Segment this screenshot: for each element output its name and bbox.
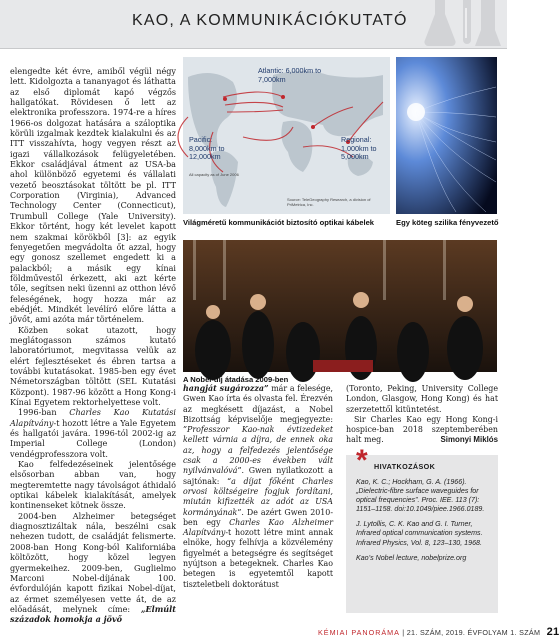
author-name: Simonyi Miklós (440, 435, 498, 445)
right-text-column (346, 384, 498, 446)
foundation-name: Charles Kao Alzheimer Alapítvány (183, 517, 333, 538)
ceremony-graphic (183, 240, 497, 372)
map-label-regional: Regional: 1,000km to 5,000km (341, 135, 377, 161)
text: ”. Gwen nyilatkozott a sajtónak: (183, 466, 333, 486)
references-list (356, 478, 494, 569)
text: Sir Charles Kao egy Hong Kong-i hospice-ban 2018 szeptemberében halt meg. (346, 414, 498, 445)
footer-separator: | (402, 628, 407, 637)
issue-info: 21. SZÁM, 2019. ÉVFOLYAM 1. SZÁM (406, 628, 541, 637)
reference-item: Kao, K. C.; Hockham, G. A. (1966). „Dielectric-fibre surface waveguides for optical frequencies”. Proc. IEE. 113 (7): 1151–1158. doi:10.1049/piee.1966.0189. (356, 478, 485, 514)
foundation-name: Charles Kao Kutatási Alapítvány (10, 407, 176, 428)
fiber-caption: Egy köteg szilika fényvezető (396, 218, 499, 227)
text: -t hozott létre a Yale Egyetem és hallgatói javára. 1996-tól 2002-ig az Imperial College (London) vendégprofesszora volt. (10, 417, 176, 459)
middle-text-column (183, 384, 333, 590)
page-footer (318, 626, 559, 638)
quote: ”Professzor Kao-nak évtizedeket kellett várnia a díjra, de ennek oka az, hogy a felfedezés jelentősége csak a 2000-es években vált nyilvánvalóvá (183, 425, 333, 476)
text: már a felesége, Gwen Kao írta és olvasta fel. Érezvén az megkésett díjazást, a Nobel Bizottság képviselője megjegyezte: (183, 384, 333, 424)
paragraph: elengedte két évre, amiből végül négy lett. Kidolgozta a tananyagot és láthatta az első diplomát kapó végzős hallgatókat. Rövidesen ő lett az elektronika professzora. 1974-re a híres 1966-os dolgozat hatására a száloptika körüli izgalmak kezdtek kialakulni és az ITT visszahívta, hogy vegyen részt az igazi vállalkozások felügyeletében. Ekkor családjával átment az USA-ba ahol különböző egyetemi és vállalati vezető beosztásokat töltött be pl. ITT Corporation (Virginia), Advanced Technology Center (Connecticut), Trumbull College (Yale University). Ekkor történt, hogy két levelet kapott nem szakmai körökből [3]: az egyik fenyegetően megvádolta őt azzal, hogy egy gonosz szellemet engedett ki a palackból; a másik egy kínai földművestől érkezett, aki azt kérte tőle, segítsen neki üzenni az otthon lévő feleségének, hogy hozza már az ebédjét. Mindkét levélíró előre látta a jövőt, ami azóta már történelem. (10, 66, 176, 325)
text: 1996-ban (18, 407, 70, 418)
map-label-pacific: Pacific: 8,000km to 12,000km (189, 135, 225, 161)
references-title: HIVATKOZÁSOK (374, 462, 436, 471)
text: -t hozott létre mint annak elnöke, hogy felhívja a közvélemény figyelmét a betegségre és segítséget nyújtson a betegeknek. Charles Kao betegen is egyetemtől kapott tiszteletbeli doktorátust (183, 528, 333, 589)
paragraph: Kao felfedezéseinek jelentősége elsősorban abban van, hogy megteremtette nagy távolságot áthidaló optikai kábelek kialakítását, amelyek kontinenseket kötnek össze. (10, 459, 176, 511)
map-legend: All capacity as of June 2006 (189, 172, 239, 177)
paragraph: Közben sokat utazott, hogy meglátogasson számos kutató laboratóriumot, megvitassa velük az elért fejlesztéseket és ébren tartsa a további kutatásokat. 1985-ben egy évet Németországban töltött (SEL Kutatási Központ). 1987-96 között a Hong Kong-i Kínai Egyetem rektorhelyettese volt. (10, 324, 176, 407)
page-number: 21 (546, 626, 559, 638)
map-source: Source: TeleGeography Research, a division of PriMetrica, Inc. (287, 197, 371, 207)
cable-map-image (183, 57, 390, 214)
fiber-bundle-graphic (396, 57, 497, 214)
asterisk-icon: * (356, 444, 368, 477)
reference-item: J. Lytollis, C. K. Kao and G. I. Turner, Infrared optical communication systems. Infrared Physics, Vol. 8, 123–130, 1968. (356, 520, 483, 547)
paragraph (10, 511, 176, 625)
magazine-name: KÉMIAI PANORÁMA (318, 628, 400, 637)
map-caption: Világméretű kommunikációt biztosító optikai kábelek (183, 218, 375, 227)
header-divider (0, 48, 507, 49)
ceremony-caption: A Nobel-díj átadása 2009-ben (183, 375, 289, 384)
quote: “a díjat főként Charles orvosi költségeire fogjuk fordítani, miután kifizették az adót az USA kormányának (183, 476, 334, 517)
paragraph (183, 384, 333, 590)
lab-glassware-icon (397, 0, 507, 48)
paragraph (10, 407, 176, 459)
text: ”. De azért Gwen 2010-ben egy (183, 507, 333, 527)
left-text-column (10, 66, 176, 625)
text: 2004-ben Alzheimer betegséget diagnosztizáltak nála, beszélni csak nehezen tudott, de családját felismerte. 2008-ban Hong Kong-ból Kaliforniába költözött, hogy közel legyen gyermekeihez. 2009-ben, Guglielmo Marconi Nobel-díjának 100. évfordulóján kapott fizikai Nobel-díjat, az érmet személyesen vette át, de az előadását, melynek címe: (10, 510, 176, 614)
fiber-bundle-photo (396, 57, 497, 214)
paragraph (346, 415, 498, 446)
lecture-title-end: hangját sugározza” (183, 384, 269, 393)
map-label-atlantic: Atlantic: 6,000km to 7,000km (258, 66, 322, 84)
nobel-ceremony-photo (183, 240, 497, 372)
page-header (0, 0, 507, 48)
page-title: KAO, A KOMMUNIKÁCIÓKUTATÓ (132, 12, 408, 29)
paragraph: (Toronto, Peking, University College London, Glasgow, Hong Kong) és hat szerzetettől kitüntetést. (346, 384, 498, 414)
reference-item: Kao’s Nobel lecture, nobelprize.org (356, 553, 467, 562)
lecture-title: „Elmúlt századok homokja a jövő (10, 603, 176, 625)
